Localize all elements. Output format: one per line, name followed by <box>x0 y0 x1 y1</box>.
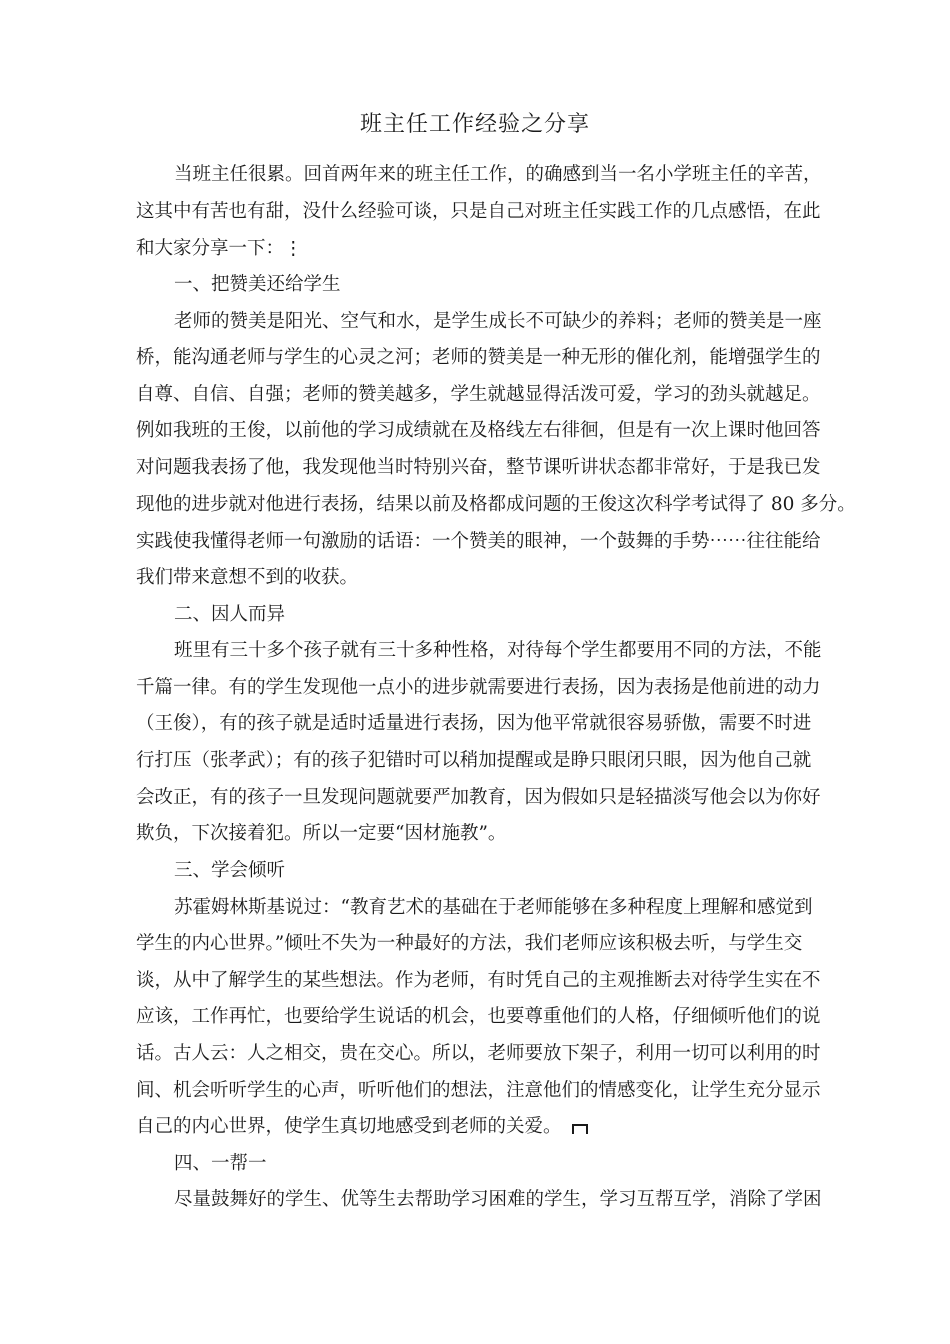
text-line: 现他的进步就对他进行表扬，结果以前及格都成问题的王俊这次科学考试得了 80 多分。 <box>136 494 856 515</box>
text-line: 苏霍姆林斯基说过：“教育艺术的基础在于老师能够在多种程度上理解和感觉到 <box>174 897 813 918</box>
text-line: 实践使我懂得老师一句激励的话语：一个赞美的眼神，一个鼓舞的手势⋯⋯往往能给 <box>136 531 821 552</box>
text-line: 这其中有苦也有甜，没什么经验可谈，只是自己对班主任实践工作的几点感悟，在此 <box>136 201 821 222</box>
section-heading: 三、学会倾听 <box>174 860 286 881</box>
text-line: 对问题我表扬了他，我发现他当时特别兴奋，整节课听讲状态都非常好，于是我已发 <box>136 457 821 478</box>
text-line: （王俊），有的孩子就是适时适量进行表扬，因为他平常就很容易骄傲，需要不时进 <box>136 713 812 734</box>
text-line: 当班主任很累。回首两年来的班主任工作，的确感到当一名小学班主任的辛苦， <box>174 164 822 185</box>
text-line: 千篇一律。有的学生发现他一点小的进步就需要进行表扬，因为表扬是他前进的动力 <box>136 677 821 698</box>
text-line: 欺负，下次接着犯。所以一定要“因材施教”。 <box>136 823 507 844</box>
text-line: 尽量鼓舞好的学生、优等生去帮助学习困难的学生，学习互帮互学，消除了学困 <box>174 1189 822 1210</box>
text-line: 应该，工作再忙，也要给学生说话的机会，也要尊重他们的人格，仔细倾听他们的说 <box>136 1006 821 1027</box>
text-line: 和大家分享一下：⋮ <box>136 238 303 259</box>
text-line: 我们带来意想不到的收获。 <box>136 567 359 588</box>
section-heading: 四、一帮一 <box>174 1153 267 1174</box>
text-line: 间、机会听听学生的心声，听听他们的想法，注意他们的情感变化，让学生充分显示 <box>136 1080 821 1101</box>
text-line: 班里有三十多个孩子就有三十多种性格，对待每个学生都要用不同的方法，不能 <box>174 640 822 661</box>
section-heading: 二、因人而异 <box>174 604 286 625</box>
text-line: 会改正，有的孩子一旦发现问题就要严加教育，因为假如只是轻描淡写他会以为你好 <box>136 787 821 808</box>
text-line: 例如我班的王俊，以前他的学习成绩就在及格线左右徘徊，但是有一次上课时他回答 <box>136 420 821 441</box>
text-line: 自尊、自信、自强；老师的赞美越多，学生就越显得活泼可爱，学习的劲头就越足。 <box>136 384 821 405</box>
table-anchor-icon <box>572 1124 588 1134</box>
text-line: 自己的内心世界，使学生真切地感受到老师的关爱。 <box>136 1116 562 1137</box>
text-line: 学生的内心世界。”倾吐不失为一种最好的方法，我们老师应该积极去听，与学生交 <box>136 933 803 954</box>
text-line: 行打压（张孝武）；有的孩子犯错时可以稍加提醒或是睁只眼闭只眼，因为他自己就 <box>136 750 812 771</box>
text-line: 话。古人云：人之相交，贵在交心。所以，老师要放下架子，利用一切可以利用的时 <box>136 1043 821 1064</box>
text-line-with-mark <box>136 1112 876 1142</box>
text-line: 桥，能沟通老师与学生的心灵之河；老师的赞美是一种无形的催化剂，能增强学生的 <box>136 347 821 368</box>
section-heading: 一、把赞美还给学生 <box>174 274 341 295</box>
text-line: 谈，从中了解学生的某些想法。作为老师，有时凭自己的主观推断去对待学生实在不 <box>136 970 821 991</box>
document-title: 班主任工作经验之分享 <box>359 112 590 137</box>
text-line: 老师的赞美是阳光、空气和水，是学生成长不可缺少的养料；老师的赞美是一座 <box>174 311 822 332</box>
